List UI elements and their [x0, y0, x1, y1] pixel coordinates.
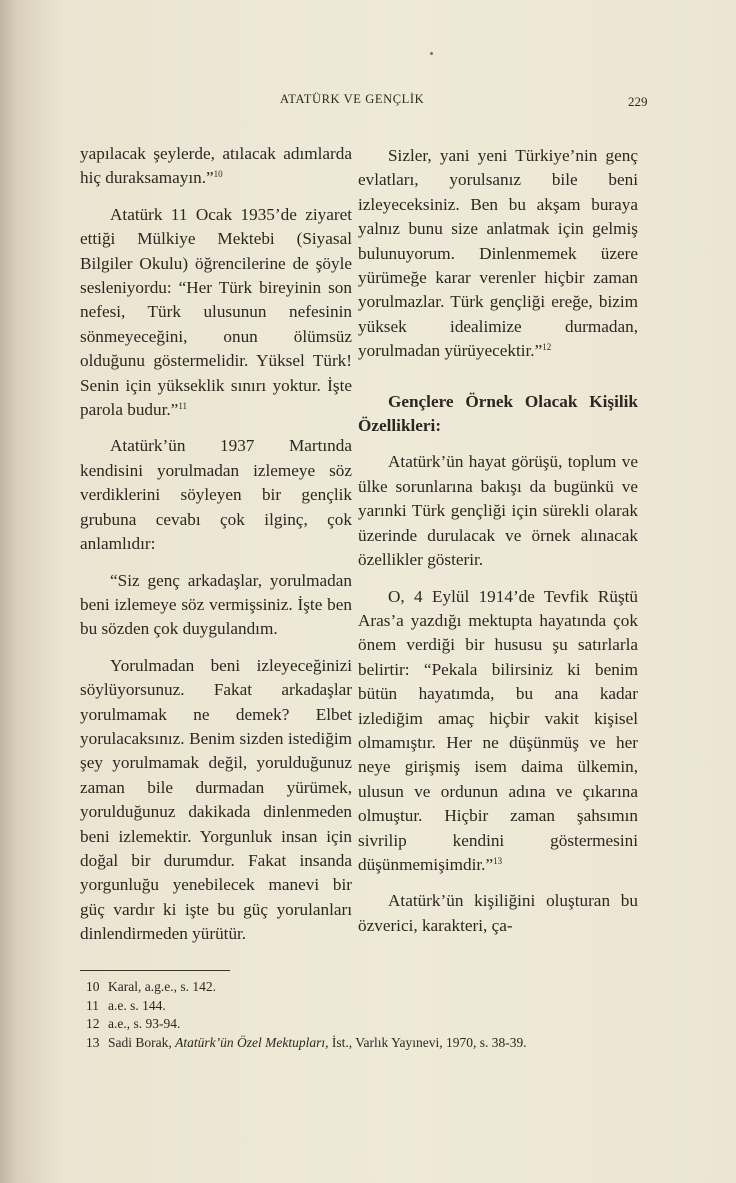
footnote: 12 a.e., s. 93-94.: [86, 1016, 181, 1031]
footnote: 13 Sadi Borak, Atatürk’ün Özel Mektupları, İst., Varlık Yayınevi, 1970, s. 38-39.: [86, 1034, 527, 1050]
footnote-ref[interactable]: 11: [178, 401, 187, 412]
running-header: ATATÜRK VE GENÇLİK: [280, 92, 425, 106]
footnote: 10 Karal, a.g.e., s. 142.: [86, 979, 216, 994]
footnote-ref[interactable]: 12: [542, 342, 552, 353]
quote-paragraph: Sizler, yani yeni Türkiye’nin genç evlatları, yorulsanız bile beni izleyeceksiniz. Ben bu akşam buraya yalnız bunu size anlatmak için gelmiş bulunuyorum. Dinlenmemek üzere yürümeğe karar verenler hiçbir zaman yorulmazlar. Türk gençliği ereğe, bizim yüksek idealimize durmadan, yorulmadan yürüyecektir.”$^{12}$: [358, 146, 638, 361]
page-number: 229: [628, 94, 648, 109]
footnotes: [86, 978, 666, 1052]
footnote-ref[interactable]: 10: [213, 169, 223, 180]
paragraph: O, 4 Eylül 1914’de Tevfik Rüştü Aras’a yazdığı mektupta hayatında çok önem verdiği bir hususu şu satırlarla belirtir: “Pekala bilirsiniz ki benim bütün hayatımda, bu ana kadar izlediğim amaç hiçbir vakit kişisel olmamıştır. Her ne düşünmüş ve her neye girişmiş isem daima ülkemin, ulusun ve ordunun adına ve çıkarına olmuştur. Hiçbir zaman şahsımın sivrilip kendini göstermesini düşünmemişimdir.”$^{13}$: [358, 586, 638, 874]
paragraph: Atatürk’ün hayat görüşü, toplum ve ülke sorunlarına bakışı da bugünkü ve yarınki Türk gençliği için sürekli olarak üzerinde durulacak ve örnek alınacak özellikler gösterir.: [358, 452, 638, 570]
section-heading: Gençlere Örnek Olacak Kişilik Özellikleri:: [358, 391, 638, 436]
paragraph: Atatürk 11 Ocak 1935’de ziyaret ettiği Mülkiye Mektebi (Siyasal Bilgiler Okulu) öğrencilerine de şöyle sesleniyordu: “Her Türk bireyinin son nefesi, Türk ulusunun nefesinin sönmeyeceğini, onun ölümsüz olduğunu göstermelidir. Yüksel Türk! Senin için yükseklik sınırı yoktur. İşte parola budur.”$^{11}$: [80, 204, 352, 420]
left-column: [80, 142, 352, 947]
quote-paragraph: Yorulmadan beni izleyeceğinizi söylüyorsunuz. Fakat arkadaşlar yorulmamak ne demek? Elbet yorulacaksınız. Benim sizden istediğim şey yorulmamak değil, yorulduğunuz zaman bile durmadan yürümek, yorulduğunuz dakikada dinlenmeden beni izlemektir. Yorgunluk insan için doğal bir durumdur. Fakat insanda yorgunluğu yenebilecek manevi bir güç vardır ki işte bu güç yorulanları dinlendirmeden yürütür.: [80, 655, 352, 944]
footnote-divider: [80, 970, 230, 971]
footnote-ref[interactable]: 13: [493, 855, 503, 866]
paragraph: Atatürk’ün 1937 Martında kendisini yorulmadan izlemeye söz verdiklerini söyleyen bir gençlik grubuna cevabı çok ilginç, çok anlamlıdır:: [80, 436, 352, 554]
quote-paragraph: “Siz genç arkadaşlar, yorulmadan beni izlemeye söz vermişsiniz. İşte ben bu sözden çok duygulandım.: [80, 570, 352, 639]
paragraph: yapılacak şeylerde, atılacak adımlarda hiç duraksamayın.”$^{10}$: [80, 144, 352, 188]
page-speck: [430, 52, 433, 55]
paragraph: Atatürk’ün kişiliğini oluşturan bu özverici, karakteri, ça-: [358, 891, 638, 935]
right-column: [358, 144, 638, 938]
footnote: 11 a.e. s. 144.: [86, 997, 166, 1013]
